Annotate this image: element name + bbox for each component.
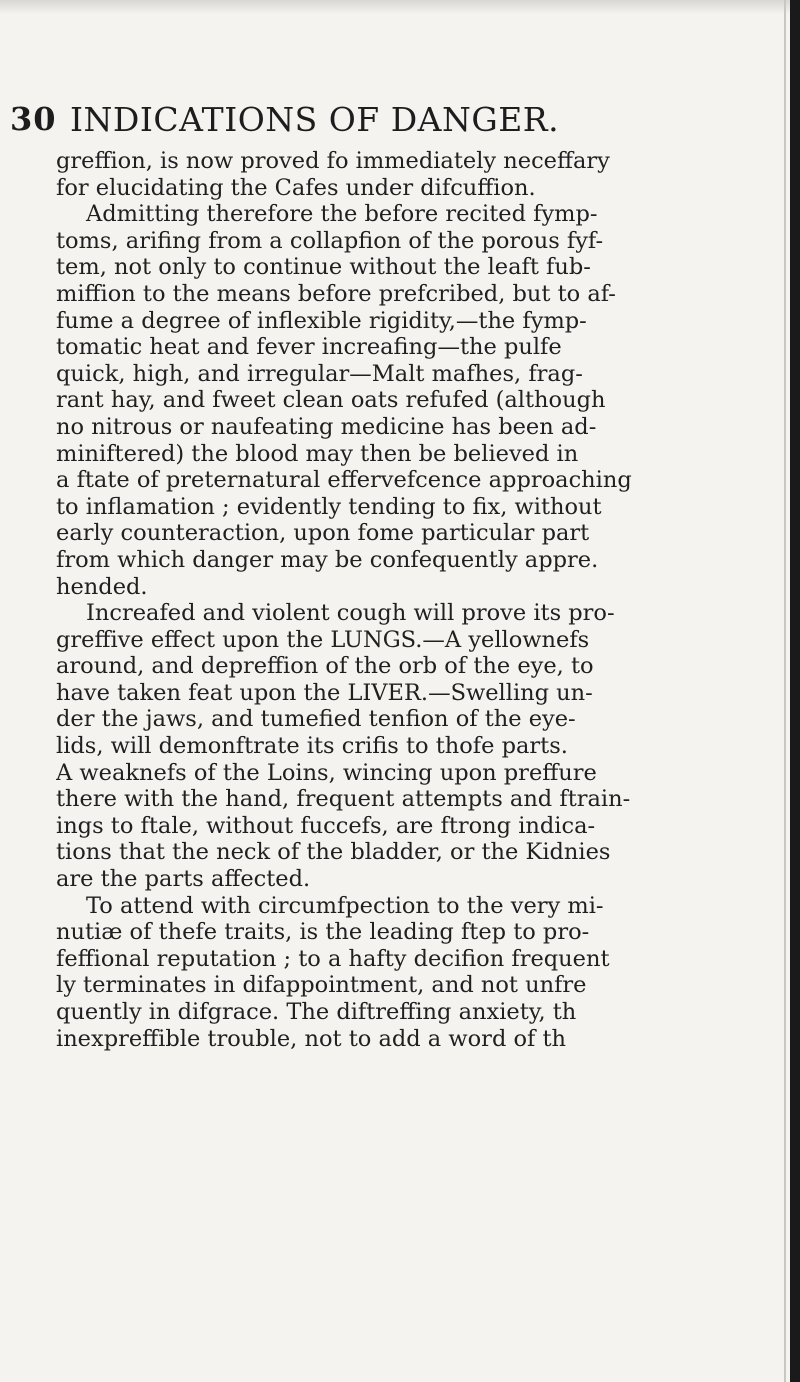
text-line: toms, arifing from a collapfion of the porous fyf- <box>56 227 604 254</box>
text-line: ly terminates in difappointment, and not unfre <box>56 972 587 999</box>
text-line: fume a degree of inflexible rigidity,—the fymp- <box>56 307 587 334</box>
text-line: a ftate of preternatural effervefcence approaching <box>56 467 632 494</box>
text-line: tomatic heat and fever increafing—the pulfe <box>56 334 562 361</box>
text-line: around, and depreffion of the orb of the eye, to <box>56 653 594 680</box>
text-line: there with the hand, frequent attempts and ftrain- <box>56 786 631 813</box>
text-line: hended. <box>56 573 148 600</box>
page-top-shadow <box>0 0 800 14</box>
text-line: inexpreffible trouble, not to add a word of th <box>56 1025 567 1052</box>
text-line: greffion, is now proved fo immediately neceffary <box>56 148 610 174</box>
text-line: no nitrous or naufeating medicine has been ad- <box>56 413 597 440</box>
text-line: Increafed and violent cough will prove its pro- <box>86 600 615 627</box>
text-line: early counteraction, upon fome particular part <box>56 520 590 547</box>
page-number: 30 <box>10 100 57 138</box>
text-line: rant hay, and fweet clean oats refufed (although <box>56 387 606 414</box>
text-line: from which danger may be confequently appre. <box>56 546 599 573</box>
running-head: INDICATIONS OF DANGER. <box>70 100 560 139</box>
page-edge-line <box>784 0 786 1382</box>
text-line: miffion to the means before prefcribed, but to af- <box>56 280 616 307</box>
text-line: feffional reputation ; to a hafty decifion frequent <box>56 945 610 972</box>
body-text <box>56 148 772 1052</box>
text-line: der the jaws, and tumefied tenfion of the eye- <box>56 706 576 733</box>
text-line: greffive effect upon the LUNGS.—A yellownefs <box>56 626 590 653</box>
text-line: are the parts affected. <box>56 866 311 893</box>
text-line: To attend with circumfpection to the very mi- <box>86 892 604 919</box>
text-line: to inflamation ; evidently tending to fix, without <box>56 493 602 520</box>
text-line: ings to ftale, without fuccefs, are ftrong indica- <box>56 812 596 839</box>
text-line: quently in difgrace. The diftreffing anxiety, th <box>56 999 577 1025</box>
text-line: Admitting therefore the before recited fymp- <box>86 201 598 228</box>
page-header <box>10 100 770 144</box>
text-line: A weaknefs of the Loins, wincing upon preffure <box>56 759 597 786</box>
text-line: tions that the neck of the bladder, or the Kidnies <box>56 839 611 866</box>
text-line: tem, not only to continue without the leaft fub- <box>56 254 591 281</box>
text-line: have taken feat upon the LIVER.—Swelling un- <box>56 679 593 706</box>
text-line: quick, high, and irregular—Malt mafhes, frag- <box>56 360 583 387</box>
text-line: nutiæ of thefe traits, is the leading ftep to pro- <box>56 919 590 946</box>
text-line: for elucidating the Cafes under difcuffion. <box>56 174 536 201</box>
text-line: lids, will demonftrate its crifis to thofe parts. <box>56 733 568 760</box>
text-line: miniftered) the blood may then be believed in <box>56 440 579 467</box>
page-dark-edge <box>790 0 800 1382</box>
